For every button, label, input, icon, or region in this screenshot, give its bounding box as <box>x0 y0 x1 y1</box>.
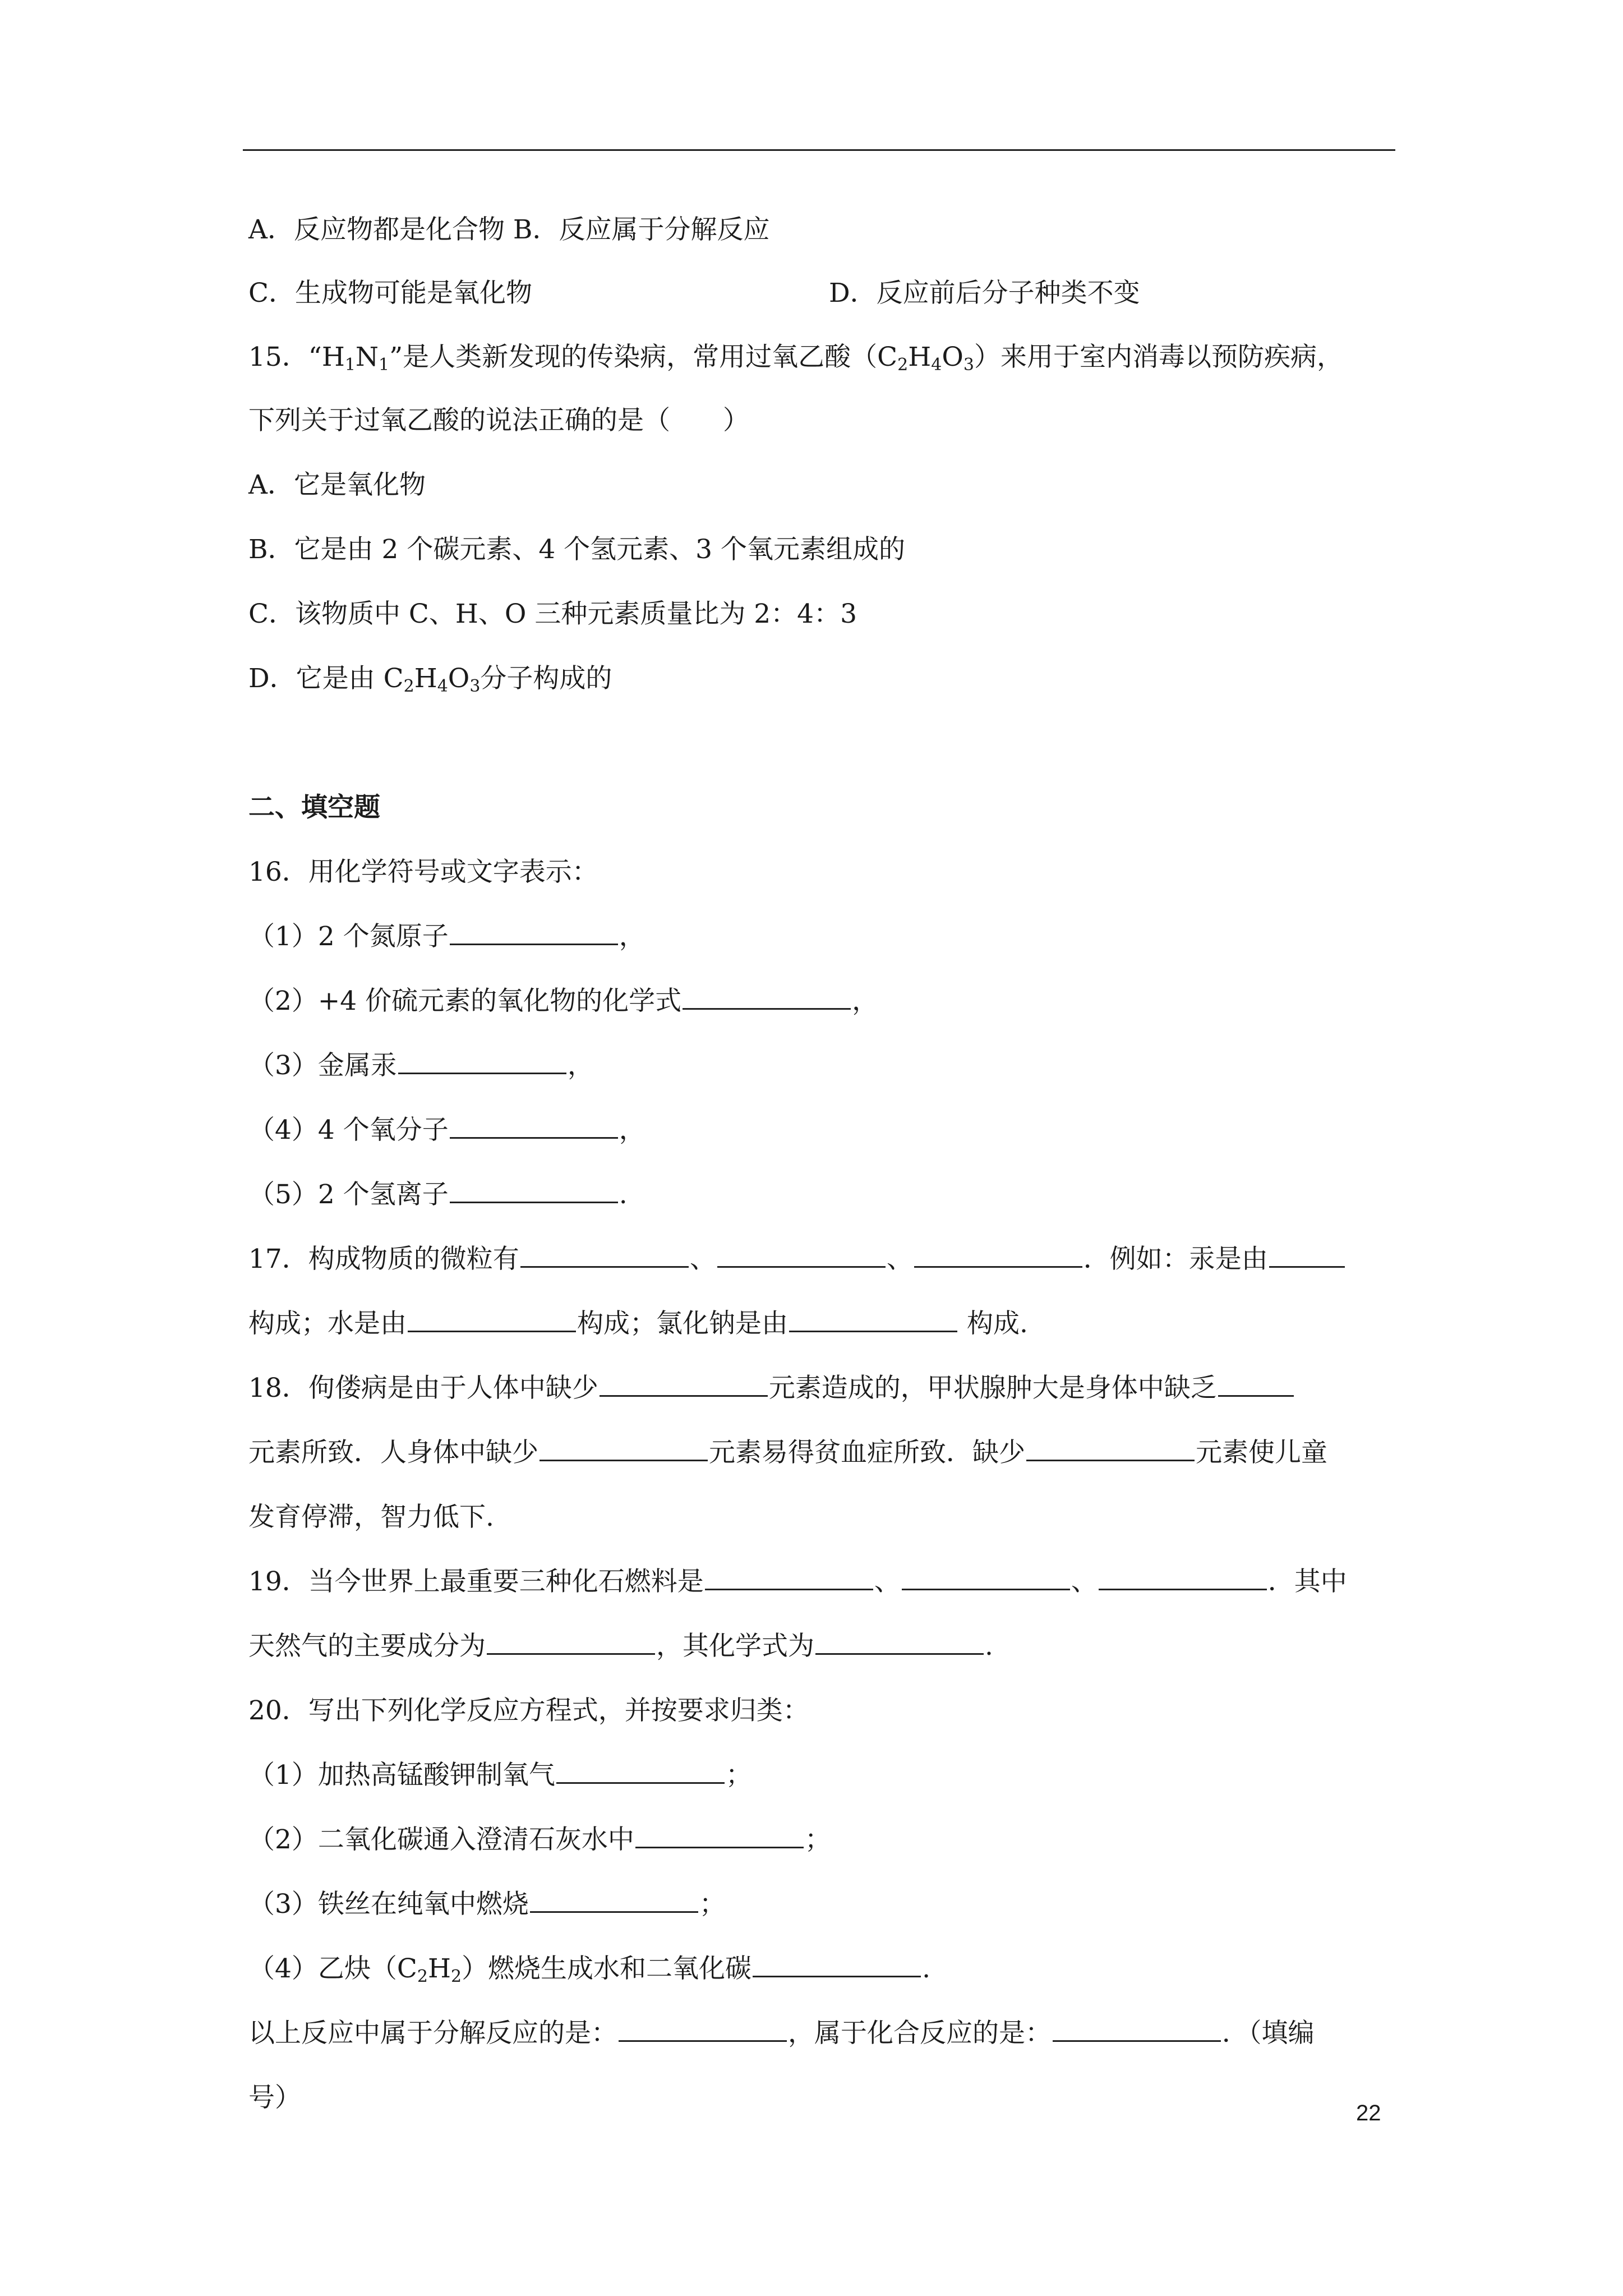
q14-option-c <box>248 277 532 310</box>
q19-text: ．其中 <box>1267 1566 1347 1597</box>
q18-text: 元素造成的，甲状腺肿大是身体中缺乏 <box>768 1373 1217 1404</box>
q15-sub: 4 <box>437 677 448 696</box>
q18-text: 元素所致．人身体中缺少 <box>248 1437 538 1468</box>
q19-text: ，其化学式为 <box>656 1631 814 1662</box>
q15-sub: 3 <box>963 355 974 375</box>
page-number: 22 <box>1356 2101 1381 2125</box>
punct: ， <box>852 986 879 1016</box>
q14-option-a: A．反应物都是化合物 <box>248 214 505 245</box>
q15-stem-text: 15．“H <box>248 342 345 372</box>
q20-item-text: （2）二氧化碳通入澄清石灰水中 <box>248 1824 634 1855</box>
punct: . <box>619 1179 628 1210</box>
answer-blank[interactable] <box>717 1244 886 1268</box>
q18-line-2 <box>248 1436 1327 1470</box>
header-rule <box>243 149 1395 151</box>
punct: ； <box>725 1760 752 1791</box>
q20-stem <box>248 1694 809 1728</box>
q20-item-text: ）燃烧生成水和二氧化碳 <box>462 1953 752 1984</box>
answer-blank[interactable] <box>705 1566 873 1590</box>
q15-option-c <box>248 597 857 631</box>
q20-sub: 2 <box>417 1967 428 1986</box>
q20-summary-text: ．（填编 <box>1222 2018 1315 2049</box>
q16-item-text: （4）4 个氧分子 <box>248 1115 449 1145</box>
q15-option-c-text: C．该物质中 C、H、O 三种元素质量比为 2：4：3 <box>248 599 857 629</box>
q15-stem <box>248 341 1343 374</box>
punct: ， <box>619 1115 645 1145</box>
q15-option-d <box>248 662 612 696</box>
answer-blank[interactable] <box>487 1631 655 1655</box>
punct: ， <box>567 1050 594 1081</box>
q15-stem-text: O <box>942 342 963 372</box>
answer-blank[interactable] <box>1053 2018 1221 2042</box>
q20-summary-text: ，属于化合反应的是： <box>788 2018 1052 2049</box>
q15-option-d-text: 分子构成的 <box>480 663 612 694</box>
q16-item-text: （5）2 个氢离子 <box>248 1179 449 1210</box>
q17-text: 17．构成物质的微粒有 <box>248 1244 519 1274</box>
q15-sub: 2 <box>403 677 414 696</box>
q15-sub: 2 <box>897 355 909 375</box>
answer-blank[interactable] <box>635 1824 804 1848</box>
q18-text: 元素易得贫血症所致．缺少 <box>709 1437 1025 1468</box>
section-title <box>248 791 380 825</box>
q16-item-text: （2）+4 价硫元素的氧化物的化学式 <box>248 986 682 1016</box>
q17-text: 构成；水是由 <box>248 1308 407 1339</box>
q20-item-text: （4）乙炔（C <box>248 1953 417 1984</box>
q15-option-a-text: A．它是氧化物 <box>248 470 426 500</box>
q20-item-text: （3）铁丝在纯氧中燃烧 <box>248 1889 529 1920</box>
q15-option-b <box>248 533 905 567</box>
section-title-text: 二、填空题 <box>248 792 380 823</box>
q15-sub: 1 <box>344 355 356 375</box>
q20-item-text: H <box>427 1953 451 1984</box>
q15-stem-text: ”是人类新发现的传染病，常用过氧乙酸（C <box>389 342 898 372</box>
q18-line-3 <box>248 1501 494 1534</box>
q15-stem-line2-text: 下列关于过氧乙酸的说法正确的是（ ） <box>248 405 749 436</box>
q19-text: 天然气的主要成分为 <box>248 1631 486 1662</box>
answer-blank[interactable] <box>398 1050 566 1074</box>
answer-blank[interactable] <box>1218 1373 1294 1397</box>
answer-blank[interactable] <box>902 1566 1070 1590</box>
answer-blank[interactable] <box>1269 1244 1345 1268</box>
punct: . <box>922 1953 931 1984</box>
punct: ； <box>804 1824 831 1855</box>
q18-line-1 <box>248 1372 1295 1405</box>
answer-blank[interactable] <box>789 1308 957 1332</box>
q17-line-2 <box>248 1307 1028 1341</box>
answer-blank[interactable] <box>753 1953 921 1977</box>
q20-item-2 <box>248 1823 831 1857</box>
q16-item-2 <box>248 984 878 1018</box>
q16-item-1 <box>248 920 645 954</box>
q14-option-c-text: C．生成物可能是氧化物 <box>248 278 532 309</box>
q15-stem-text: ）来用于室内消毒以预防疾病， <box>974 342 1343 372</box>
q16-stem <box>248 855 598 889</box>
punct: ， <box>619 921 645 952</box>
answer-blank[interactable] <box>619 2018 787 2042</box>
q14-option-d <box>829 277 1140 310</box>
q16-item-text: （3）金属汞 <box>248 1050 397 1081</box>
q15-sub: 3 <box>469 677 481 696</box>
q16-item-3 <box>248 1049 594 1083</box>
q19-text: 19．当今世界上最重要三种化石燃料是 <box>248 1566 704 1597</box>
q19-line-1 <box>248 1565 1347 1599</box>
punct: ； <box>699 1889 726 1920</box>
q19-line-2 <box>248 1630 993 1663</box>
answer-blank[interactable] <box>408 1308 576 1332</box>
punct: 、 <box>874 1566 901 1597</box>
q15-option-d-text: H <box>414 663 437 694</box>
answer-blank[interactable] <box>600 1373 768 1397</box>
q15-stem-line2 <box>248 404 749 438</box>
q20-stem-text: 20．写出下列化学反应方程式，并按要求归类： <box>248 1695 809 1726</box>
answer-blank[interactable] <box>450 1115 618 1139</box>
punct: 、 <box>689 1244 716 1274</box>
q20-sub: 2 <box>450 1967 462 1986</box>
q15-sub: 1 <box>379 355 390 375</box>
answer-blank[interactable] <box>530 1889 698 1913</box>
punct: 、 <box>886 1244 913 1274</box>
q14-option-d-text: D．反应前后分子种类不变 <box>829 278 1140 309</box>
q20-item-1 <box>248 1759 752 1792</box>
answer-blank[interactable] <box>520 1244 689 1268</box>
q15-option-d-text: D．它是由 C <box>248 663 404 694</box>
q16-item-4 <box>248 1114 645 1147</box>
q17-text: 构成；氯化钠是由 <box>577 1308 788 1339</box>
q17-text: 构成. <box>958 1308 1028 1339</box>
q20-item-3 <box>248 1888 726 1921</box>
q18-text: 18．佝偻病是由于人体中缺少 <box>248 1373 598 1404</box>
answer-blank[interactable] <box>556 1760 725 1784</box>
q16-item-text: （1）2 个氮原子 <box>248 921 449 952</box>
q14-options-ab <box>248 213 769 247</box>
q20-summary-text: 号） <box>248 2082 301 2113</box>
q15-option-d-text: O <box>448 663 470 694</box>
punct: 、 <box>1071 1566 1098 1597</box>
q20-item-text: （1）加热高锰酸钾制氧气 <box>248 1760 555 1791</box>
q18-text: 发育停滞，智力低下. <box>248 1502 494 1533</box>
q20-summary-1 <box>248 2017 1315 2050</box>
q15-sub: 4 <box>931 355 942 375</box>
q15-option-b-text: B．它是由 2 个碳元素、4 个氢元素、3 个氧元素组成的 <box>248 534 906 565</box>
q20-summary-2 <box>248 2081 301 2115</box>
q14-option-b: B．反应属于分解反应 <box>513 214 770 245</box>
q16-stem-text: 16．用化学符号或文字表示： <box>248 857 598 887</box>
q16-item-5 <box>248 1178 628 1212</box>
q19-text: . <box>985 1631 993 1662</box>
answer-blank[interactable] <box>450 921 618 945</box>
q15-option-a <box>248 468 426 502</box>
answer-blank[interactable] <box>1099 1566 1267 1590</box>
answer-blank[interactable] <box>1026 1437 1195 1461</box>
q20-item-4 <box>248 1952 930 1986</box>
answer-blank[interactable] <box>914 1244 1082 1268</box>
answer-blank[interactable] <box>450 1179 618 1203</box>
q15-stem-text: N <box>355 342 379 372</box>
answer-blank[interactable] <box>815 1631 984 1655</box>
q15-stem-text: H <box>908 342 932 372</box>
q18-text: 元素使儿童 <box>1196 1437 1327 1468</box>
answer-blank[interactable] <box>540 1437 708 1461</box>
q17-line-1 <box>248 1243 1346 1276</box>
q20-summary-text: 以上反应中属于分解反应的是： <box>248 2018 617 2049</box>
q17-text: ．例如：汞是由 <box>1083 1244 1268 1274</box>
answer-blank[interactable] <box>683 986 851 1010</box>
